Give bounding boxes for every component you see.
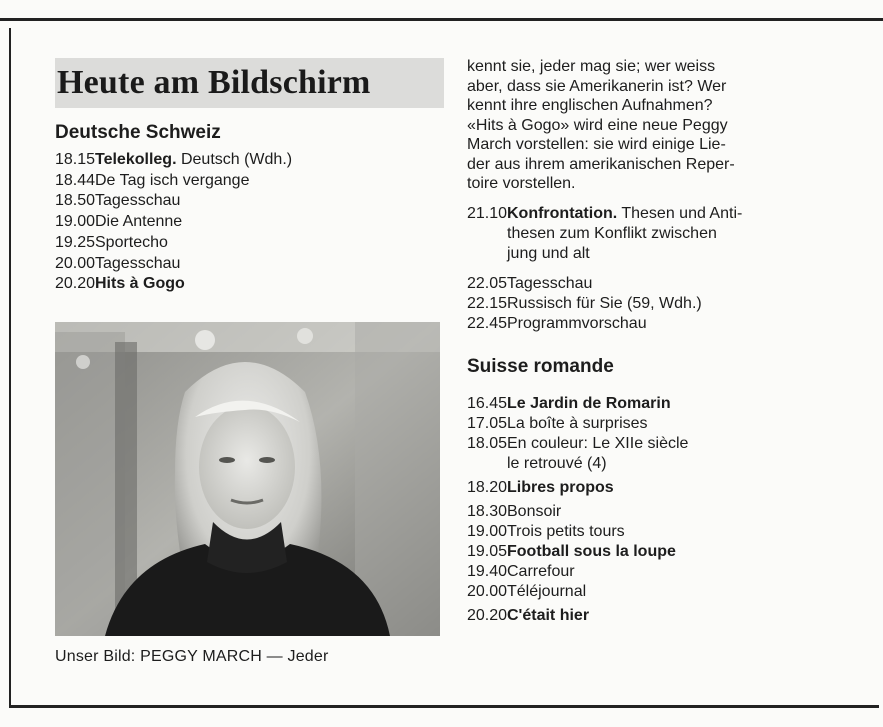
- schedule-entry: [467, 542, 875, 562]
- paragraph-line: «Hits à Gogo» wird eine neue Peggy: [467, 116, 728, 134]
- schedule-title: Football sous la loupe: [507, 542, 676, 560]
- suisse-romande-title: Suisse romande: [467, 355, 614, 377]
- schedule-time: 22.45: [467, 314, 508, 332]
- schedule-title: Telekolleg.: [95, 151, 177, 168]
- paragraph-line: toire vorstellen.: [467, 175, 576, 192]
- schedule-row: [55, 254, 450, 275]
- schedule-time: 18.44: [55, 171, 96, 189]
- schedule-time: 18.20: [467, 478, 508, 496]
- schedule-detail: Carrefour: [507, 562, 575, 580]
- schedule-time: 17.05: [467, 414, 508, 432]
- schedule-title: Hits à Gogo: [95, 275, 185, 293]
- schedule-entry: [467, 414, 875, 434]
- schedule-detail: Sportecho: [95, 233, 168, 251]
- schedule-time: 20.00: [467, 582, 508, 600]
- schedule-entry: [467, 394, 875, 414]
- deutsche-schweiz-schedule: [55, 150, 450, 295]
- schedule-row: [55, 233, 450, 254]
- schedule-time: 18.05: [467, 434, 508, 452]
- suisse-romande-schedule: [467, 394, 875, 626]
- schedule-time: 16.45: [467, 394, 508, 412]
- schedule-entry: [467, 522, 875, 542]
- schedule-entry: [467, 606, 875, 626]
- masthead-title: Heute am Bildschirm: [55, 58, 444, 108]
- deutsche-schweiz-title: Deutsche Schweiz: [55, 122, 221, 143]
- schedule-detail: Programmvorschau: [507, 314, 647, 332]
- schedule-detail: De Tag isch vergange: [95, 171, 250, 189]
- schedule-detail: Tagesschau: [507, 274, 593, 292]
- paragraph-line: aber, dass sie Amerikanerin ist? Wer: [467, 77, 727, 95]
- continuation-paragraph: [467, 57, 875, 194]
- schedule-detail: Deutsch (Wdh.): [176, 151, 293, 168]
- schedule-entry-konfrontation: [467, 204, 875, 264]
- schedule-title: Libres propos: [507, 478, 614, 496]
- schedule-entry: [467, 478, 875, 498]
- schedule-row: [55, 191, 450, 212]
- schedule-entry: [467, 562, 875, 582]
- schedule-time: 19.40: [467, 562, 508, 580]
- schedule-entry: [467, 294, 875, 314]
- paragraph-line: March vorstellen: sie wird einige Lie-: [467, 136, 726, 153]
- top-rule: [0, 18, 883, 21]
- schedule-time: 22.05: [467, 274, 508, 292]
- schedule-entry: [467, 502, 875, 522]
- schedule-detail: En couleur: Le XIIe siècle: [507, 434, 689, 452]
- paragraph-line: kennt sie, jeder mag sie; wer weiss: [467, 58, 716, 75]
- schedule-detail: thesen zum Konflikt zwischen: [507, 224, 717, 242]
- paragraph-line: kennt ihre englischen Aufnahmen?: [467, 97, 713, 114]
- schedule-time: 20.20: [55, 275, 96, 293]
- schedule-detail: Téléjournal: [507, 582, 587, 600]
- portrait-photo: [55, 322, 440, 636]
- schedule-time: 18.15: [55, 151, 96, 168]
- schedule-detail: La boîte à surprises: [507, 414, 648, 432]
- schedule-time: 20.00: [55, 254, 96, 272]
- schedule-entry: [467, 582, 875, 602]
- schedule-time: 19.00: [467, 522, 508, 540]
- portrait-photo-image: [55, 322, 440, 636]
- photo-caption: Unser Bild: PEGGY MARCH — Jeder: [55, 647, 329, 665]
- schedule-title: C'était hier: [507, 606, 590, 624]
- schedule-time: 19.00: [55, 213, 96, 231]
- schedule-time: 21.10: [467, 204, 508, 222]
- schedule-title: Le Jardin de Romarin: [507, 394, 671, 412]
- schedule-row: [55, 212, 450, 233]
- schedule-time: 19.25: [55, 233, 96, 251]
- paragraph-line: der aus ihrem amerikanischen Reper-: [467, 155, 735, 173]
- schedule-entry: [467, 434, 875, 474]
- schedule-row: [55, 150, 450, 171]
- schedule-time: 18.30: [467, 502, 508, 520]
- schedule-row: [55, 171, 450, 192]
- right-column: [467, 57, 875, 626]
- schedule-time: 22.15: [467, 294, 508, 312]
- schedule-time: 18.50: [55, 192, 96, 210]
- schedule-detail: Tagesschau: [95, 192, 181, 210]
- schedule-detail: Tagesschau: [95, 254, 181, 272]
- schedule-detail: jung und alt: [507, 244, 590, 262]
- schedule-title: Konfrontation.: [507, 204, 618, 222]
- schedule-detail: le retrouvé (4): [507, 454, 607, 472]
- schedule-entry: [467, 314, 875, 334]
- schedule-detail: Die Antenne: [95, 213, 183, 231]
- schedule-detail: Trois petits tours: [507, 522, 625, 540]
- schedule-time: 19.05: [467, 542, 508, 560]
- schedule-detail: Thesen und Anti-: [617, 204, 743, 222]
- schedule-entry: [467, 274, 875, 294]
- schedule-detail: Bonsoir: [507, 502, 562, 520]
- schedule-time: 20.20: [467, 606, 508, 624]
- schedule-row: [55, 274, 450, 295]
- schedule-detail: Russisch für Sie (59, Wdh.): [507, 294, 702, 312]
- left-column: [55, 58, 450, 666]
